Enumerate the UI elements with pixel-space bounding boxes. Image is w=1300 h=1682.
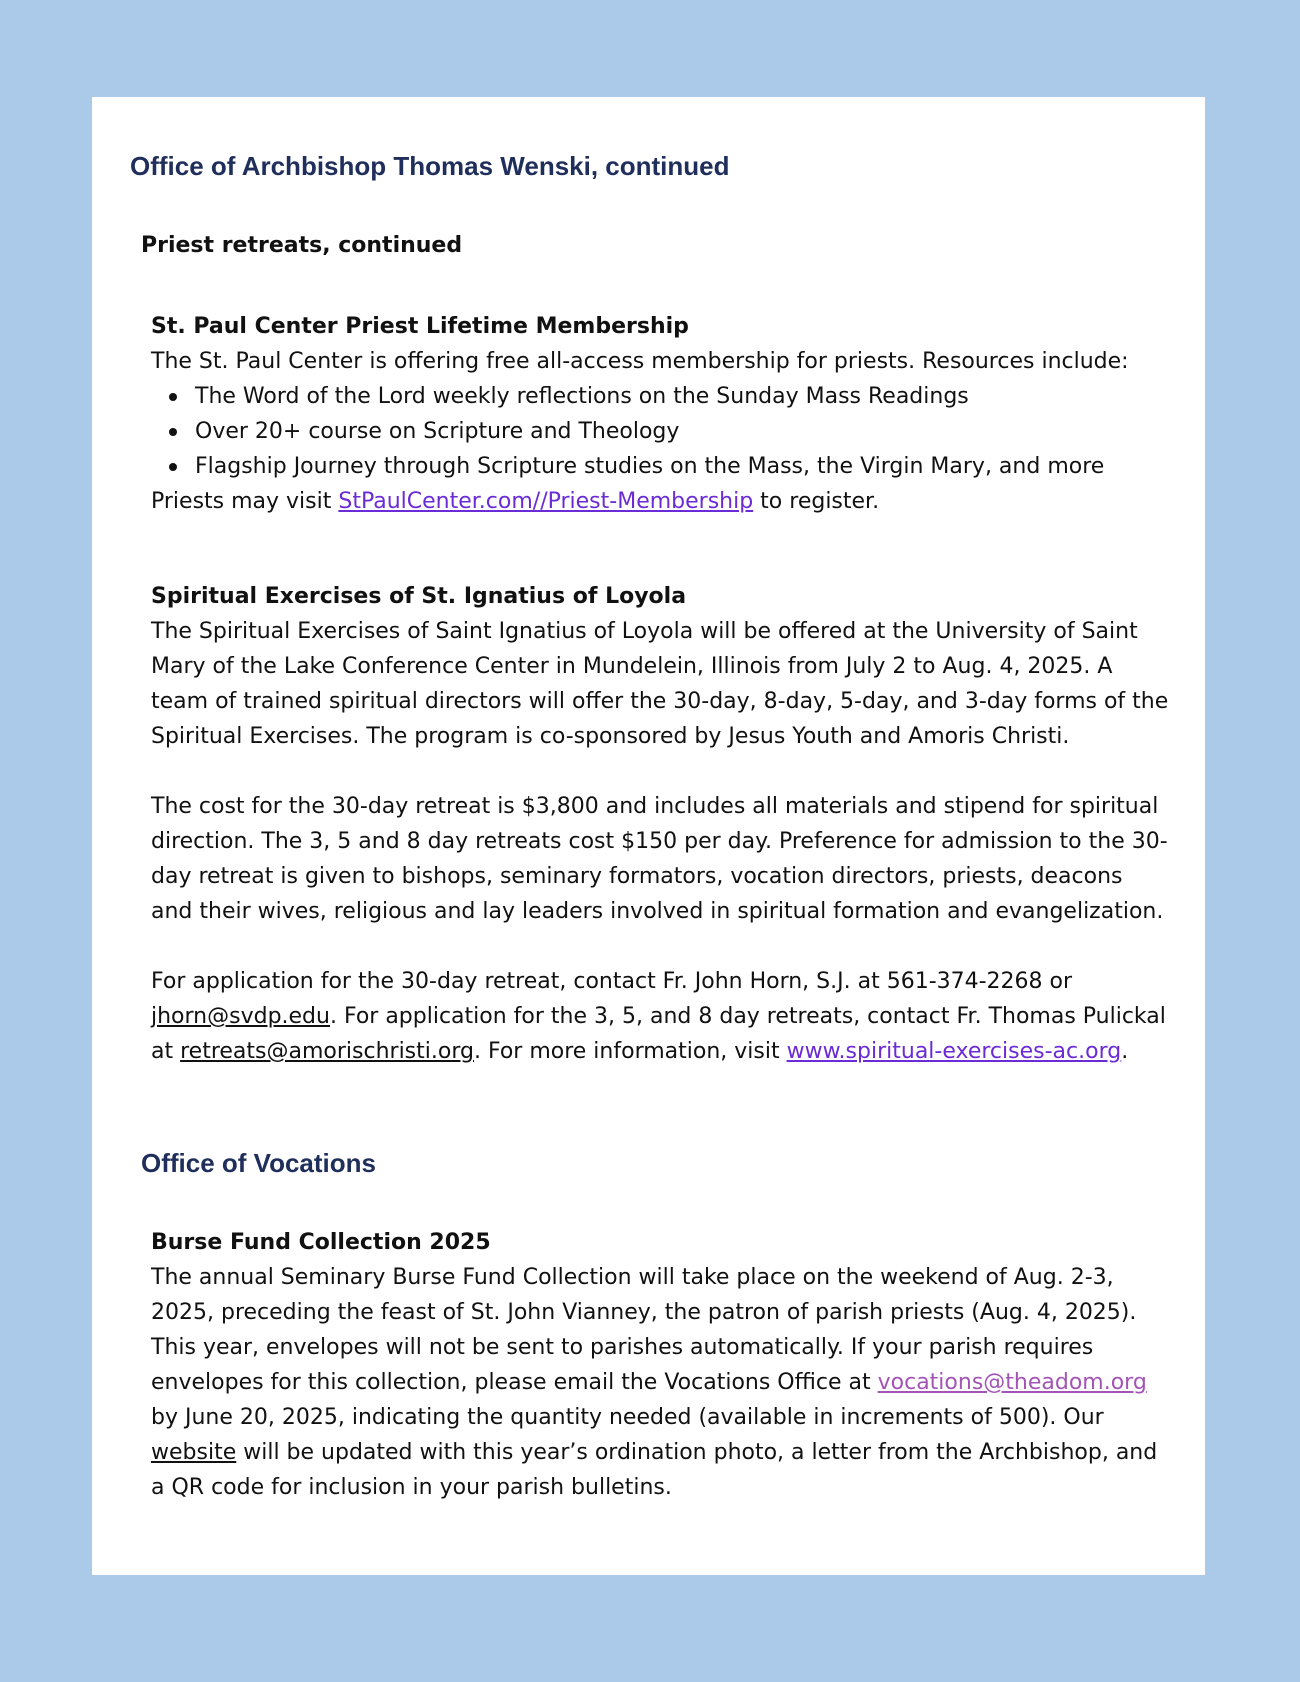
resource-list [151,379,1161,484]
paragraph-gap [151,929,1161,964]
st-paul-section [151,309,1161,519]
text-line: This year, envelopes will not be sent to parishes automatically. If your parish requires [151,1335,1094,1360]
burse-fund-heading: Burse Fund Collection 2025 [151,1230,491,1255]
st-paul-visit [151,484,1161,519]
text-line: . For more information, visit [473,1039,787,1064]
text-line: For application for the 30-day retreat, contact Fr. John Horn, S.J. at 561-374-2268 or [151,969,1073,994]
st-paul-intro: The St. Paul Center is offering free all-access membership for priests. Resources include: [151,349,1129,374]
text-line: . [1121,1039,1129,1064]
office-of-vocations-title: Office of Vocations [141,1148,376,1178]
st-paul-membership-link[interactable]: StPaulCenter.com//Priest-Membership [338,489,754,514]
text-line: Mary of the Lake Conference Center in Mundelein, Illinois from July 2 to Aug. 4, 2025. A [151,654,1113,679]
ignatius-paragraph-1 [151,614,1169,754]
text-line: a QR code for inclusion in your parish bulletins. [151,1475,672,1500]
visit-suffix: to register. [753,489,880,514]
page-title: Office of Archbishop Thomas Wenski, continued [130,151,730,181]
text-line: 2025, preceding the feast of St. John Vianney, the patron of parish priests (Aug. 4, 2025). [151,1300,1137,1325]
retreats-email-link[interactable]: retreats@amorischristi.org [180,1039,474,1064]
ignatius-paragraph-2 [151,789,1168,929]
text-line: envelopes for this collection, please email the Vocations Office at [151,1370,878,1395]
text-line: will be updated with this year’s ordination photo, a letter from the Archbishop, and [236,1440,1158,1465]
text-line: The cost for the 30-day retreat is $3,800 and includes all materials and stipend for spiritual [151,794,1159,819]
list-item: Over 20+ course on Scripture and Theology [151,414,1161,449]
ignatius-heading: Spiritual Exercises of St. Ignatius of Loyola [151,584,687,609]
text-line: direction. The 3, 5 and 8 day retreats cost $150 per day. Preference for admission to the 30- [151,829,1168,854]
text-line: and their wives, religious and lay leaders involved in spiritual formation and evangelization. [151,899,1164,924]
text-line: day retreat is given to bishops, seminary formators, vocation directors, priests, deacons [151,864,1123,889]
text-line: The annual Seminary Burse Fund Collection will take place on the weekend of Aug. 2-3, [151,1265,1114,1290]
text-line: . For application for the 3, 5, and 8 day retreats, contact Fr. Thomas Pulickal [329,1004,1166,1029]
text-line: by June 20, 2025, indicating the quantity needed (available in increments of 500). Our [151,1405,1104,1430]
burse-fund-section [151,1225,1161,1505]
paragraph-gap [151,754,1161,789]
visit-prefix: Priests may visit [151,489,339,514]
vocations-email-link[interactable]: vocations@theadom.org [877,1370,1147,1395]
list-item: Flagship Journey through Scripture studies on the Mass, the Virgin Mary, and more [151,449,1161,484]
text-line: The Spiritual Exercises of Saint Ignatius of Loyola will be offered at the University of Saint [151,619,1138,644]
section-subtitle: Priest retreats, continued [141,233,463,258]
text-line: Spiritual Exercises. The program is co-sponsored by Jesus Youth and Amoris Christi. [151,724,1070,749]
document-page [92,97,1205,1575]
website-link[interactable]: website [151,1440,237,1465]
burse-fund-paragraph [151,1260,1161,1505]
jhorn-email-link[interactable]: jhorn@svdp.edu [151,1004,330,1029]
st-paul-heading: St. Paul Center Priest Lifetime Membership [151,314,689,339]
text-line: at [151,1039,181,1064]
ignatius-section [151,579,1169,1069]
spiritual-exercises-link[interactable]: www.spiritual-exercises-ac.org [786,1039,1122,1064]
list-item: The Word of the Lord weekly reflections on the Sunday Mass Readings [151,379,1161,414]
text-line: team of trained spiritual directors will offer the 30-day, 8-day, 5-day, and 3-day forms of the [151,689,1169,714]
ignatius-paragraph-3 [151,964,1166,1069]
